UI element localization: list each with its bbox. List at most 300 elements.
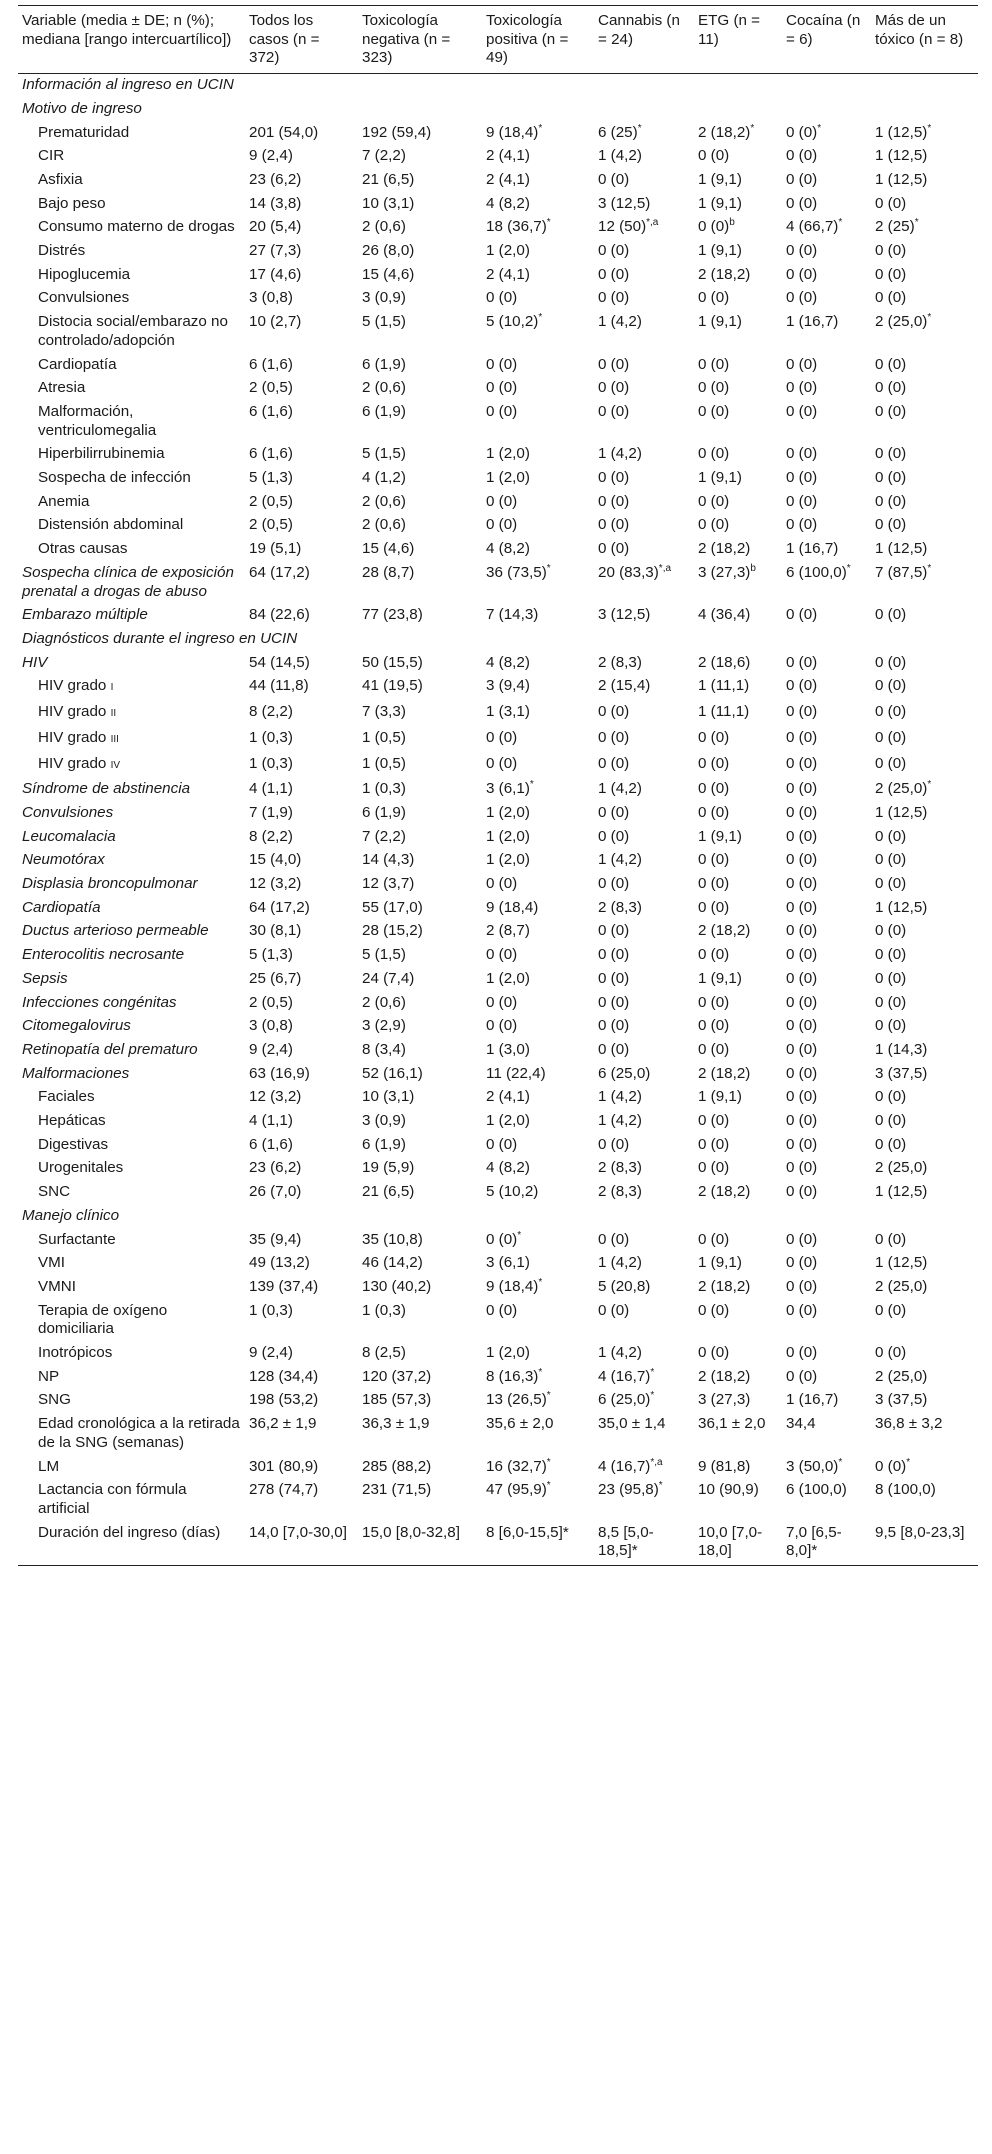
table-cell: 6 (1,9) xyxy=(362,355,406,373)
table-cell: 1 (4,2) xyxy=(598,851,642,869)
table-cell: 2 (0,5) xyxy=(249,379,293,397)
row-label: Inotrópicos xyxy=(38,1344,113,1362)
table-row xyxy=(18,401,978,443)
table-cell: 0 (0) xyxy=(698,993,730,1011)
table-cell: 4 (16,7)* xyxy=(598,1366,655,1385)
table-cell: 10 (3,1) xyxy=(362,194,415,212)
table-cell: 2 (4,1) xyxy=(486,147,530,165)
table-cell: 34,4 xyxy=(786,1415,816,1433)
table-cell: 0 (0) xyxy=(786,728,818,746)
table-cell: 15 (4,6) xyxy=(362,540,415,558)
table-cell: 0 (0) xyxy=(786,1159,818,1177)
table-row xyxy=(18,491,978,515)
table-row xyxy=(18,538,978,562)
table-cell: 36,1 ± 2,0 xyxy=(698,1415,766,1433)
table-row xyxy=(18,264,978,288)
table-cell: 0 (0) xyxy=(698,445,730,463)
table-cell: 28 (8,7) xyxy=(362,563,415,581)
table-cell: 6 (1,6) xyxy=(249,355,293,373)
table-cell: 0 (0) xyxy=(875,851,907,869)
table-cell: 0 (0) xyxy=(698,728,730,746)
row-label: Sospecha clínica de exposición prenatal a drogas de abuso xyxy=(22,563,234,600)
table-cell: 0 (0) xyxy=(786,402,818,420)
row-label: Sospecha de infección xyxy=(38,469,191,487)
table-row xyxy=(18,604,978,628)
row-label: VMNI xyxy=(38,1277,76,1295)
results-table xyxy=(18,6,978,1566)
table-cell: 1 (2,0) xyxy=(486,469,530,487)
table-cell: 0 (0) xyxy=(598,402,630,420)
table-cell: 0 (0) xyxy=(698,1344,730,1362)
table-cell: 139 (37,4) xyxy=(249,1277,319,1295)
table-cell: 0 (0) xyxy=(598,969,630,987)
section-heading: Diagnósticos durante el ingreso en UCIN xyxy=(22,629,298,647)
header-positive-toxicology: Toxicología positiva (n = 49) xyxy=(482,6,594,74)
table-cell: 9 (2,4) xyxy=(249,1344,293,1362)
row-label: Embarazo múltiple xyxy=(22,606,148,624)
table-row xyxy=(18,1479,978,1521)
row-label: Retinopatía del prematuro xyxy=(22,1040,198,1058)
table-row xyxy=(18,1063,978,1087)
table-cell: 2 (18,2) xyxy=(698,1064,751,1082)
table-cell: 128 (34,4) xyxy=(249,1367,319,1385)
table-cell: 0 (0) xyxy=(598,265,630,283)
table-cell: 1 (12,5) xyxy=(875,898,928,916)
table-cell: 0 (0) xyxy=(598,993,630,1011)
table-cell: 84 (22,6) xyxy=(249,606,310,624)
table-cell: 0 (0) xyxy=(698,1301,730,1319)
table-cell: 0 (0) xyxy=(786,492,818,510)
table-cell: 1 (9,1) xyxy=(698,242,742,260)
table-cell: 1 (2,0) xyxy=(486,969,530,987)
table-cell: 0 (0) xyxy=(598,875,630,893)
table-row xyxy=(18,826,978,850)
table-cell: 1 (9,1) xyxy=(698,1254,742,1272)
table-cell: 1 (3,1) xyxy=(486,703,530,721)
table-cell: 1 (2,0) xyxy=(486,851,530,869)
row-label: Cardiopatía xyxy=(22,898,101,916)
table-row xyxy=(18,992,978,1016)
table-row xyxy=(18,1039,978,1063)
table-cell: 0 (0) xyxy=(598,516,630,534)
row-label: Displasia broncopulmonar xyxy=(22,875,198,893)
row-label: Edad cronológica a la retirada de la SNG (semanas) xyxy=(38,1415,240,1451)
table-cell: 5 (10,2)* xyxy=(486,312,543,331)
table-cell: 0 (0) xyxy=(598,1135,630,1153)
table-cell: 5 (1,3) xyxy=(249,469,293,487)
table-cell: 0 (0) xyxy=(598,540,630,558)
table-cell: 2 (4,1) xyxy=(486,170,530,188)
table-cell: 0 (0) xyxy=(698,289,730,307)
table-cell: 27 (7,3) xyxy=(249,242,302,260)
table-cell: 46 (14,2) xyxy=(362,1254,423,1272)
row-label: Neumotórax xyxy=(22,851,105,869)
table-cell: 0 (0) xyxy=(875,703,907,721)
table-cell: 0 (0) xyxy=(486,728,518,746)
table-cell: 3 (12,5) xyxy=(598,606,651,624)
table-cell: 0 (0) xyxy=(875,1112,907,1130)
table-cell: 15 (4,0) xyxy=(249,851,302,869)
table-cell: 9 (18,4) xyxy=(486,898,539,916)
table-cell: 1 (0,3) xyxy=(249,728,293,746)
table-cell: 7 (87,5)* xyxy=(875,562,932,581)
section-row xyxy=(18,628,978,652)
table-cell: 0 (0) xyxy=(875,516,907,534)
table-cell: 0 (0) xyxy=(875,242,907,260)
table-cell: 24 (7,4) xyxy=(362,969,415,987)
header-multiple-toxics: Más de un tóxico (n = 8) xyxy=(871,6,978,74)
table-cell: 0 (0) xyxy=(698,1017,730,1035)
row-label: LM xyxy=(38,1457,60,1475)
table-header xyxy=(18,6,978,74)
row-label: HIV grado I xyxy=(38,677,114,695)
table-cell: 0 (0) xyxy=(786,170,818,188)
table-cell: 0 (0) xyxy=(486,1017,518,1035)
table-cell: 1 (2,0) xyxy=(486,445,530,463)
table-cell: 0 (0) xyxy=(486,289,518,307)
table-cell: 0 (0) xyxy=(875,969,907,987)
table-row xyxy=(18,1015,978,1039)
table-cell: 0 (0) xyxy=(698,851,730,869)
table-cell: 0 (0) xyxy=(486,754,518,772)
table-row xyxy=(18,216,978,240)
table-row xyxy=(18,849,978,873)
table-cell: 1 (0,5) xyxy=(362,754,406,772)
row-label: Faciales xyxy=(38,1088,95,1106)
table-cell: 1 (2,0) xyxy=(486,242,530,260)
table-cell: 0 (0) xyxy=(786,898,818,916)
table-cell: 0 (0) xyxy=(486,946,518,964)
table-cell: 0 (0) xyxy=(786,875,818,893)
header-cocaine: Cocaína (n = 6) xyxy=(782,6,871,74)
table-cell: 0 (0) xyxy=(598,469,630,487)
table-cell: 2 (0,5) xyxy=(249,492,293,510)
table-cell: 185 (57,3) xyxy=(362,1391,432,1409)
table-cell: 21 (6,5) xyxy=(362,170,415,188)
table-cell: 192 (59,4) xyxy=(362,123,432,141)
table-cell: 63 (16,9) xyxy=(249,1064,310,1082)
table-cell: 2 (8,3) xyxy=(598,1159,642,1177)
table-cell: 1 (9,1) xyxy=(698,194,742,212)
table-cell: 0 (0) xyxy=(786,1344,818,1362)
table-cell: 49 (13,2) xyxy=(249,1254,310,1272)
table-cell: 0 (0) xyxy=(875,402,907,420)
table-cell: 36,8 ± 3,2 xyxy=(875,1415,943,1433)
row-label: Consumo materno de drogas xyxy=(38,218,235,236)
table-cell: 3 (0,9) xyxy=(362,1112,406,1130)
table-cell: 0 (0) xyxy=(786,1230,818,1248)
table-cell: 0 (0) xyxy=(486,379,518,397)
row-label: Convulsiones xyxy=(38,289,130,307)
table-cell: 0 (0) xyxy=(486,402,518,420)
table-cell: 2 (4,1) xyxy=(486,265,530,283)
table-cell: 10,0 [7,0-18,0] xyxy=(694,1522,782,1566)
table-cell: 0 (0) xyxy=(786,379,818,397)
table-row xyxy=(18,897,978,921)
row-label: Ductus arterioso permeable xyxy=(22,922,209,940)
table-cell: 0 (0)* xyxy=(786,122,822,141)
table-row xyxy=(18,753,978,779)
table-cell: 0 (0) xyxy=(875,677,907,695)
header-row xyxy=(18,6,978,74)
table-row xyxy=(18,1413,978,1455)
table-cell: 0 (0) xyxy=(786,194,818,212)
table-row xyxy=(18,1522,978,1566)
table-row xyxy=(18,1366,978,1390)
table-cell: 0 (0) xyxy=(786,1183,818,1201)
table-cell: 0 (0) xyxy=(786,803,818,821)
table-cell: 7,0 [6,5-8,0]* xyxy=(782,1522,871,1566)
table-cell: 2 (0,6) xyxy=(362,492,406,510)
table-cell: 3 $(27,3)^b$ xyxy=(698,562,756,581)
table-cell: 8 (3,4) xyxy=(362,1040,406,1058)
table-cell: 0 (0) xyxy=(875,355,907,373)
table-cell: 0 (0) xyxy=(786,827,818,845)
table-body xyxy=(18,74,978,1566)
section-row xyxy=(18,98,978,122)
table-cell: 1 (0,3) xyxy=(362,1301,406,1319)
table-row xyxy=(18,1276,978,1300)
table-cell: 1 (12,5)* xyxy=(875,122,932,141)
table-cell: 0 (0) xyxy=(875,445,907,463)
table-cell: 0 (0) xyxy=(875,606,907,624)
table-row xyxy=(18,169,978,193)
table-cell: 44 (11,8) xyxy=(249,677,309,695)
table-row xyxy=(18,1300,978,1342)
table-cell: 3 (12,5) xyxy=(598,194,651,212)
table-cell: 0 (0) xyxy=(875,492,907,510)
row-label: Distrés xyxy=(38,242,86,260)
table-cell: 9 (18,4)* xyxy=(486,122,543,141)
table-cell: 1 (12,5) xyxy=(875,147,928,165)
header-variable: Variable (media ± DE; n (%); mediana [rango intercuartílico]) xyxy=(18,6,245,74)
table-cell: 10 (3,1) xyxy=(362,1088,415,1106)
table-cell: 8 [6,0-15,5]* xyxy=(482,1522,594,1566)
table-cell: 23 (6,2) xyxy=(249,1159,302,1177)
row-label: HIV xyxy=(22,653,48,671)
table-cell: 0 (0) xyxy=(598,289,630,307)
table-cell: 41 (19,5) xyxy=(362,677,423,695)
table-row xyxy=(18,562,978,604)
row-label: Urogenitales xyxy=(38,1159,124,1177)
table-cell: 5 (1,5) xyxy=(362,445,406,463)
table-cell: 1 (0,3) xyxy=(362,780,406,798)
table-cell: 0 (0) xyxy=(786,754,818,772)
table-cell: 8 (100,0) xyxy=(875,1481,936,1499)
row-label: Convulsiones xyxy=(22,803,114,821)
table-cell: 20 $(83,3)^{*,a}$ xyxy=(598,562,672,581)
table-cell: 1 (2,0) xyxy=(486,827,530,845)
table-cell: 23 (95,8)* xyxy=(598,1480,663,1499)
row-label: Prematuridad xyxy=(38,123,130,141)
table-cell: 23 (6,2) xyxy=(249,170,302,188)
table-row xyxy=(18,311,978,353)
table-cell: 0 (0) xyxy=(786,1301,818,1319)
table-cell: 0 (0) xyxy=(698,898,730,916)
table-cell: 2 (18,2) xyxy=(698,1183,751,1201)
table-cell: 1 (9,1) xyxy=(698,313,742,331)
table-cell: 0 (0) xyxy=(875,1344,907,1362)
table-cell: 4 (1,1) xyxy=(249,1112,293,1130)
table-cell: 0 (0) xyxy=(875,993,907,1011)
row-label: Asfixia xyxy=(38,170,83,188)
table-cell: 4 (8,2) xyxy=(486,1159,530,1177)
table-cell: 5 (1,5) xyxy=(362,946,406,964)
table-cell: 2 (18,2) xyxy=(698,540,751,558)
table-cell: 0 (0) xyxy=(875,265,907,283)
table-cell: 2 (0,6) xyxy=(362,218,406,236)
table-row xyxy=(18,1342,978,1366)
table-cell: 5 (20,8) xyxy=(598,1277,651,1295)
table-cell: 3 (9,4) xyxy=(486,677,530,695)
table-cell: 2 (8,3) xyxy=(598,898,642,916)
table-cell: 0 (0) xyxy=(786,1135,818,1153)
row-label: Infecciones congénitas xyxy=(22,993,177,1011)
table-cell: 0 (0) xyxy=(786,289,818,307)
table-cell: 6 (1,6) xyxy=(249,445,293,463)
row-label: Cardiopatía xyxy=(38,355,117,373)
table-cell: 64 (17,2) xyxy=(249,898,310,916)
table-row xyxy=(18,1086,978,1110)
table-cell: 3 (37,5) xyxy=(875,1391,928,1409)
table-cell: 1 (3,0) xyxy=(486,1040,530,1058)
table-cell: 0 (0) xyxy=(486,993,518,1011)
table-cell: 4 $(16,7)^{*,a}$ xyxy=(598,1456,663,1475)
table-row xyxy=(18,944,978,968)
table-cell: 201 (54,0) xyxy=(249,123,319,141)
table-cell: 6 (1,6) xyxy=(249,402,293,420)
table-cell: 3 (27,3) xyxy=(698,1391,751,1409)
table-cell: 4 (8,2) xyxy=(486,653,530,671)
table-cell: 1 (0,3) xyxy=(249,1301,293,1319)
table-cell: 5 (1,3) xyxy=(249,946,293,964)
table-cell: 1 (12,5) xyxy=(875,170,928,188)
row-label: Sepsis xyxy=(22,969,68,987)
row-label: HIV grado III xyxy=(38,728,119,746)
table-cell: 0 (0) xyxy=(698,875,730,893)
row-label: Anemia xyxy=(38,492,90,510)
table-cell: 0 (0) xyxy=(698,492,730,510)
table-row xyxy=(18,675,978,701)
row-label: Atresia xyxy=(38,379,86,397)
table-cell: 26 (7,0) xyxy=(249,1183,302,1201)
table-row xyxy=(18,1134,978,1158)
table-cell: 13 (26,5)* xyxy=(486,1390,551,1409)
table-cell: 2 (18,2)* xyxy=(698,122,755,141)
table-cell: 35 (9,4) xyxy=(249,1230,302,1248)
table-cell: 3 (0,8) xyxy=(249,1017,293,1035)
table-cell: 0 (0) xyxy=(875,728,907,746)
table-cell: 1 (0,5) xyxy=(362,728,406,746)
table-cell: 8,5 [5,0-18,5]* xyxy=(594,1522,694,1566)
table-cell: 18 (36,7)* xyxy=(486,217,551,236)
table-cell: 5 (10,2) xyxy=(486,1183,539,1201)
table-row xyxy=(18,145,978,169)
table-cell: 12 $(50)^{*,a}$ xyxy=(598,217,659,236)
table-cell: 0 (0) xyxy=(786,1367,818,1385)
table-cell: 9 (2,4) xyxy=(249,147,293,165)
row-label: Surfactante xyxy=(38,1230,116,1248)
table-cell: 19 (5,1) xyxy=(249,540,302,558)
row-label: Síndrome de abstinencia xyxy=(22,780,191,798)
table-cell: 0 (0) xyxy=(486,355,518,373)
table-cell: 0 (0) xyxy=(786,1017,818,1035)
table-cell: 0 (0) xyxy=(875,875,907,893)
table-cell: 12 (3,2) xyxy=(249,875,302,893)
table-cell: 2 (25,0)* xyxy=(875,779,932,798)
table-row xyxy=(18,968,978,992)
table-cell: 0 (0) xyxy=(598,754,630,772)
table-cell: 17 (4,6) xyxy=(249,265,302,283)
table-cell: 14 (4,3) xyxy=(362,851,415,869)
table-cell: 6 (25,0) xyxy=(598,1064,651,1082)
table-cell: 4 (1,1) xyxy=(249,780,293,798)
header-etg: ETG (n = 11) xyxy=(694,6,782,74)
table-cell: 10 (90,9) xyxy=(698,1481,759,1499)
table-cell: 0 (0) xyxy=(486,516,518,534)
table-cell: 6 (1,9) xyxy=(362,402,406,420)
table-cell: 9,5 [8,0-23,3] xyxy=(871,1522,978,1566)
table-cell: 1 (0,3) xyxy=(249,754,293,772)
row-label: SNC xyxy=(38,1183,71,1201)
table-row xyxy=(18,873,978,897)
table-row xyxy=(18,1229,978,1253)
table-cell: 0 (0) xyxy=(875,1301,907,1319)
table-cell: 77 (23,8) xyxy=(362,606,423,624)
table-cell: 7 (3,3) xyxy=(362,703,406,721)
table-cell: 36,2 ± 1,9 xyxy=(249,1415,317,1433)
table-cell: 0 (0) xyxy=(486,492,518,510)
table-cell: 1 (4,2) xyxy=(598,1112,642,1130)
row-label: NP xyxy=(38,1367,60,1385)
table-cell: 0 (0) xyxy=(786,969,818,987)
table-cell: 0 (0) xyxy=(486,875,518,893)
table-cell: 0 (0) xyxy=(698,780,730,798)
table-cell: 2 (18,6) xyxy=(698,653,751,671)
table-cell: 2 (0,6) xyxy=(362,379,406,397)
table-row xyxy=(18,920,978,944)
section-heading: Motivo de ingreso xyxy=(22,99,142,117)
table-cell: 35 (10,8) xyxy=(362,1230,423,1248)
table-cell: 9 (18,4)* xyxy=(486,1276,543,1295)
table-cell: 1 (14,3) xyxy=(875,1040,928,1058)
table-cell: 15 (4,6) xyxy=(362,265,415,283)
table-cell: 278 (74,7) xyxy=(249,1481,319,1499)
table-cell: 19 (5,9) xyxy=(362,1159,415,1177)
table-row xyxy=(18,1181,978,1205)
row-label: Lactancia con fórmula artificial xyxy=(38,1481,187,1517)
table-cell: 14 (3,8) xyxy=(249,194,302,212)
table-row xyxy=(18,1252,978,1276)
table-row xyxy=(18,240,978,264)
table-cell: 5 (1,5) xyxy=(362,313,406,331)
table-cell: 0 (0) xyxy=(598,1040,630,1058)
table-cell: 0 (0) xyxy=(786,1088,818,1106)
row-label: Malformación, ventriculomegalia xyxy=(38,402,157,439)
table-cell: 0 (0) xyxy=(786,851,818,869)
table-cell: 0 (0) xyxy=(598,242,630,260)
table-cell: 0 (0) xyxy=(698,1112,730,1130)
table-cell: 1 (4,2) xyxy=(598,780,642,798)
table-cell: 0 (0) xyxy=(786,606,818,624)
table-cell: 1 (12,5) xyxy=(875,1183,928,1201)
table-cell: 0 (0) xyxy=(786,946,818,964)
table-row xyxy=(18,443,978,467)
table-cell: 4 (36,4) xyxy=(698,606,751,624)
row-label: CIR xyxy=(38,147,65,165)
table-cell: 2 (25,0) xyxy=(875,1159,928,1177)
table-cell: 0 (0) xyxy=(698,754,730,772)
